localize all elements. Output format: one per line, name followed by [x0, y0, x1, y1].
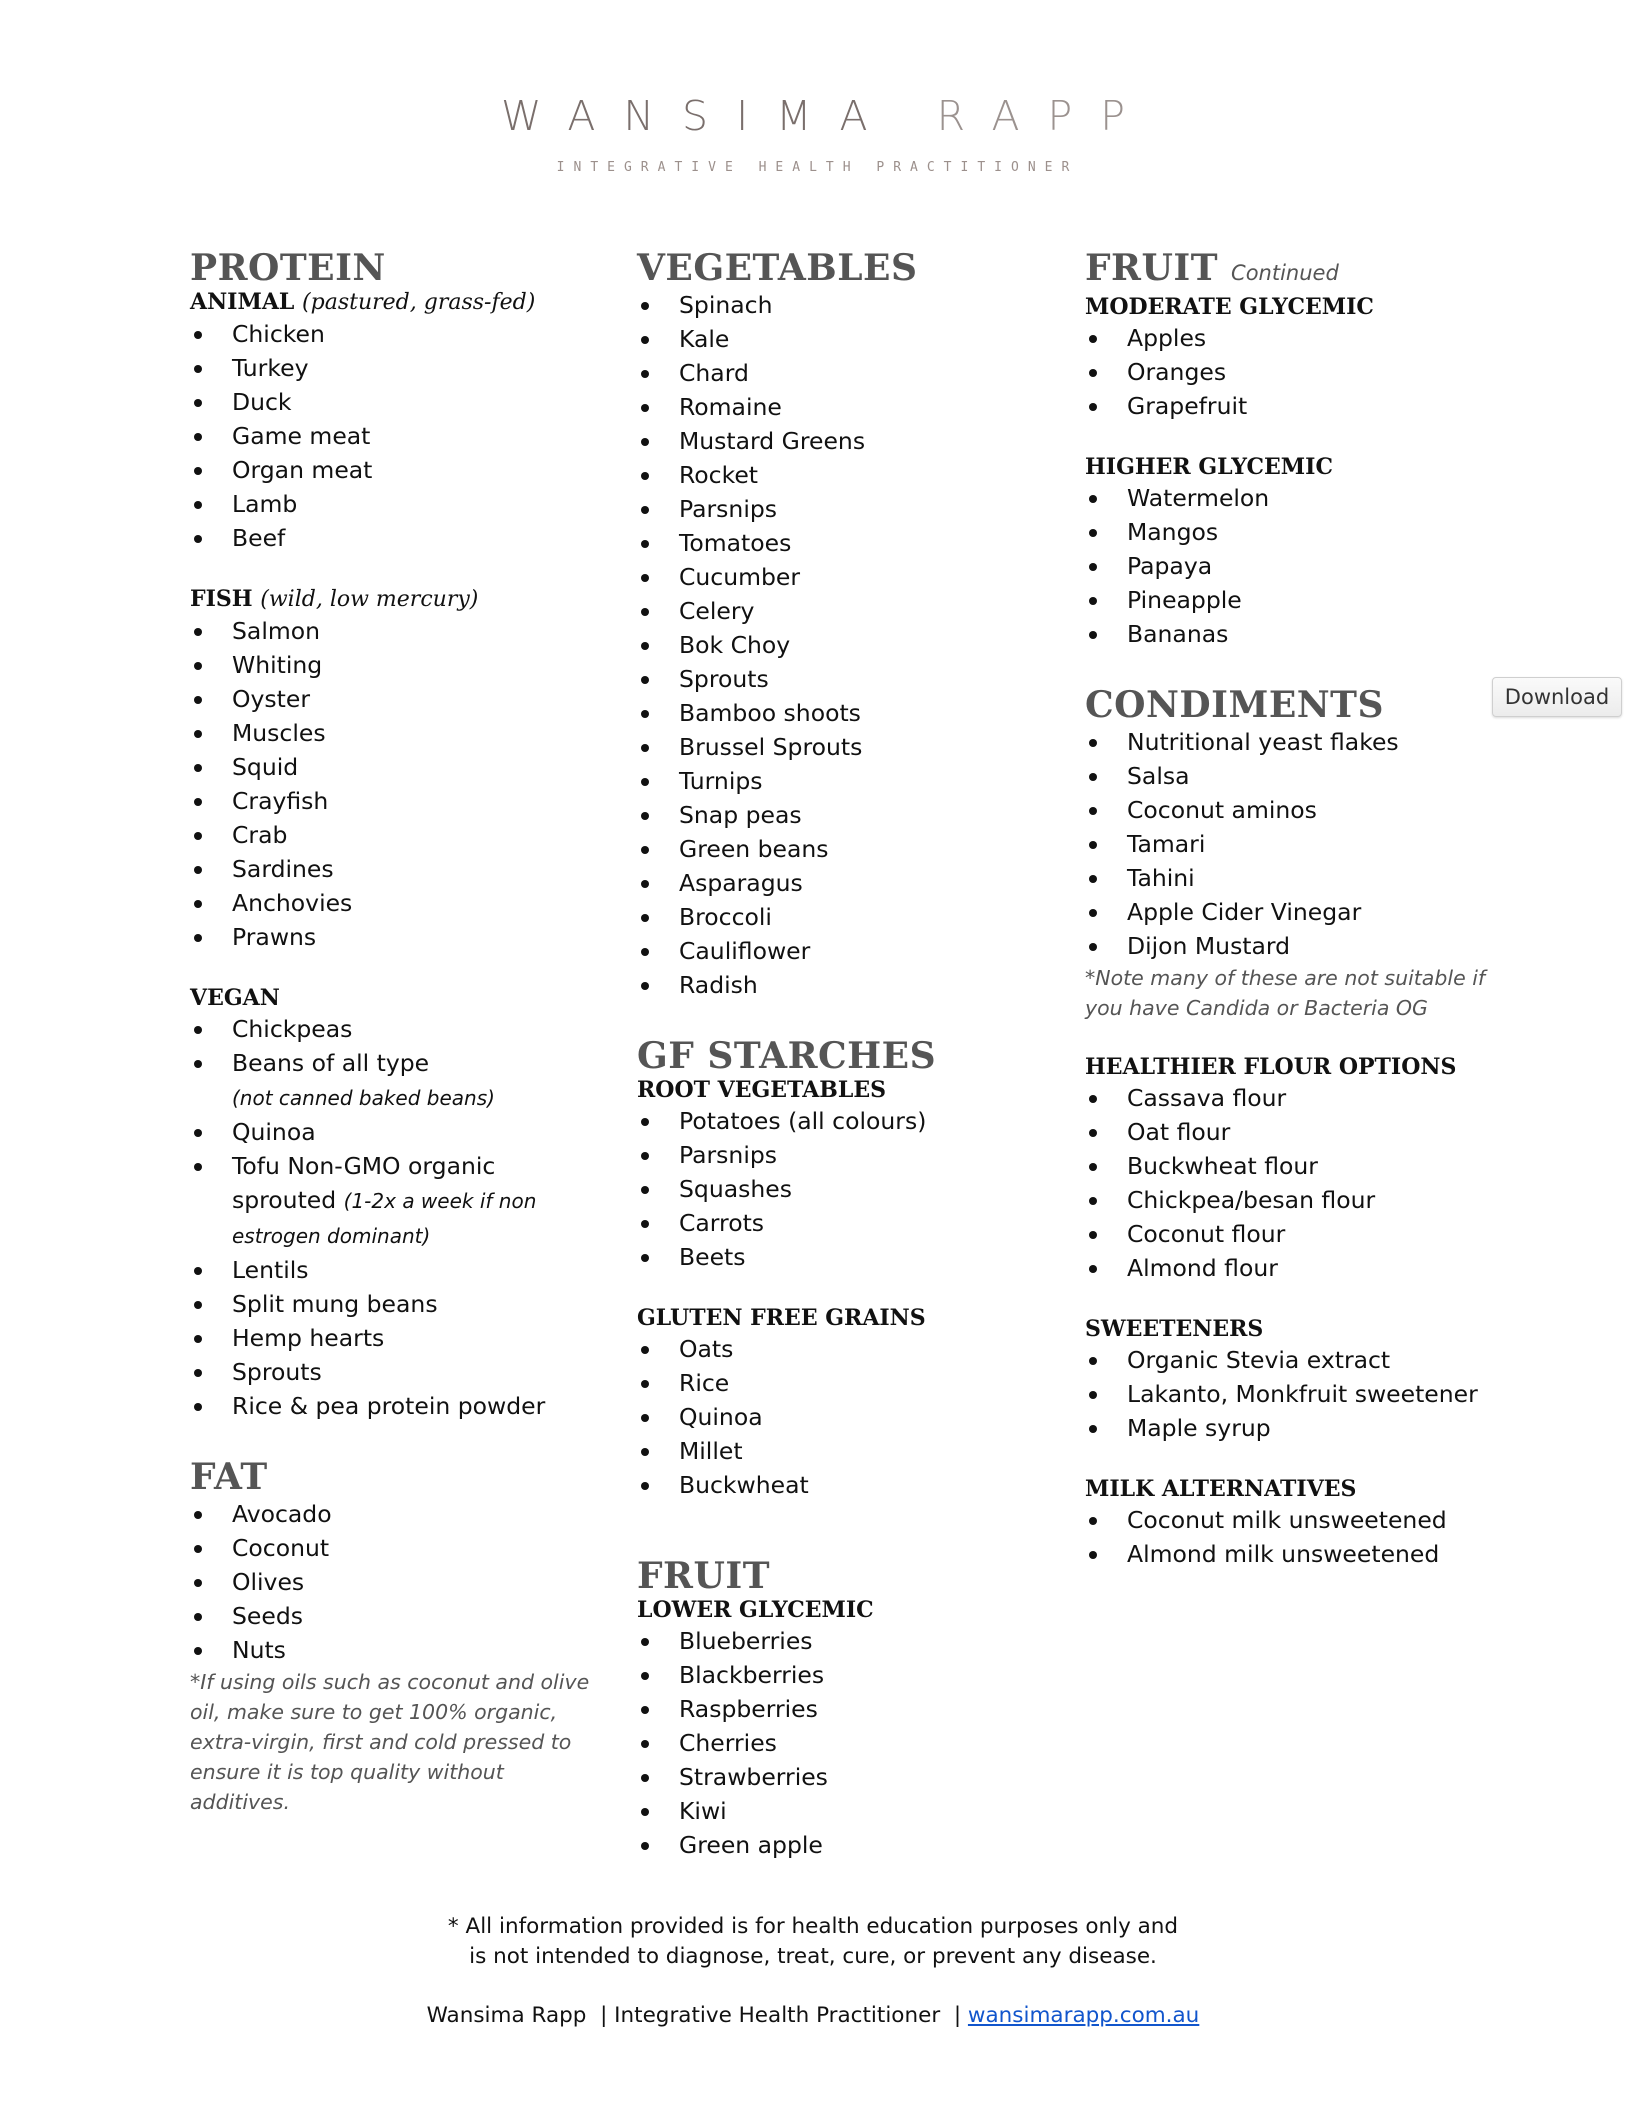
- subheading-animal: [190, 288, 600, 317]
- list-item: Prawns: [190, 920, 600, 954]
- subheading-root-vegetables: ROOT VEGETABLES: [637, 1077, 886, 1103]
- list-item: Squid: [190, 750, 600, 784]
- list-item: Rice & pea protein powder: [190, 1389, 600, 1423]
- list-item: Avocado: [190, 1497, 600, 1531]
- subheading-higher-glycemic: HIGHER GLYCEMIC: [1085, 454, 1333, 480]
- list-item: Almond milk unsweetened: [1085, 1537, 1505, 1571]
- list-lower-glycemic: [637, 1624, 1047, 1862]
- list-item: Squashes: [637, 1172, 1047, 1206]
- subheading-vegan: VEGAN: [190, 985, 280, 1011]
- list-item: Turkey: [190, 351, 600, 385]
- list-item: Sprouts: [637, 662, 1047, 696]
- column-protein-fat: [190, 248, 600, 1817]
- list-item: Beef: [190, 521, 600, 555]
- list-item: Coconut milk unsweetened: [1085, 1503, 1505, 1537]
- footer-text: Wansima Rapp | Integrative Health Practitioner |: [426, 2003, 962, 2028]
- list-item: Muscles: [190, 716, 600, 750]
- list-item: Raspberries: [637, 1692, 1047, 1726]
- list-item: Spinach: [637, 288, 1047, 322]
- subheading-moderate-glycemic: MODERATE GLYCEMIC: [1085, 294, 1374, 320]
- list-flour-options: [1085, 1081, 1505, 1285]
- list-item: Pineapple: [1085, 583, 1505, 617]
- brand-logo: [0, 92, 1626, 175]
- list-item: Radish: [637, 968, 1047, 1002]
- list-fat: [190, 1497, 600, 1667]
- list-sweeteners: [1085, 1343, 1505, 1445]
- list-fish: [190, 614, 600, 954]
- list-moderate-glycemic: [1085, 321, 1505, 423]
- list-item: Olives: [190, 1565, 600, 1599]
- list-item: [190, 1046, 600, 1115]
- list-item: Oranges: [1085, 355, 1505, 389]
- list-item: Lentils: [190, 1253, 600, 1287]
- subheading-lower-glycemic: LOWER GLYCEMIC: [637, 1597, 874, 1623]
- list-item: Crab: [190, 818, 600, 852]
- subheading-fish: [190, 585, 600, 614]
- list-item: Coconut aminos: [1085, 793, 1505, 827]
- subheading-milk-alternatives: MILK ALTERNATIVES: [1085, 1476, 1357, 1502]
- list-item: Salmon: [190, 614, 600, 648]
- column-fruit-condiments-other: [1085, 248, 1505, 1571]
- disclaimer-line-2: is not intended to diagnose, treat, cure, or prevent any disease.: [469, 1944, 1157, 1969]
- list-animal: [190, 317, 600, 555]
- list-item: Bamboo shoots: [637, 696, 1047, 730]
- list-item: Nutritional yeast flakes: [1085, 725, 1505, 759]
- list-item-note: (1-2x a week if non estrogen dominant): [232, 1189, 537, 1248]
- continued-label: Continued: [1231, 261, 1339, 285]
- list-item: Rice: [637, 1366, 1047, 1400]
- list-item: Dijon Mustard: [1085, 929, 1505, 963]
- list-item: Oyster: [190, 682, 600, 716]
- list-item: Oat flour: [1085, 1115, 1505, 1149]
- brand-name: [0, 92, 1626, 140]
- list-item: Strawberries: [637, 1760, 1047, 1794]
- list-vegan: [190, 1012, 600, 1423]
- column-vegetables-starches-fruit: [637, 248, 1047, 1862]
- list-item: Snap peas: [637, 798, 1047, 832]
- list-item: Coconut flour: [1085, 1217, 1505, 1251]
- list-item: Quinoa: [190, 1115, 600, 1149]
- subheading-animal-qualifier: (pastured, grass-fed): [302, 290, 536, 315]
- list-item-text: Beans of all type: [232, 1049, 430, 1077]
- list-item: [190, 1149, 600, 1253]
- list-item: Parsnips: [637, 492, 1047, 526]
- list-item: Carrots: [637, 1206, 1047, 1240]
- section-title-vegetables: VEGETABLES: [637, 247, 918, 289]
- subheading-gluten-free-grains: GLUTEN FREE GRAINS: [637, 1305, 926, 1331]
- list-item: Oats: [637, 1332, 1047, 1366]
- list-item: Coconut: [190, 1531, 600, 1565]
- list-item: Duck: [190, 385, 600, 419]
- list-item-note: (not canned baked beans): [232, 1086, 495, 1110]
- brand-last-name: RAPP: [936, 92, 1153, 140]
- list-item: Sprouts: [190, 1355, 600, 1389]
- section-title-fruit-label: FRUIT: [1085, 247, 1218, 289]
- list-item: Nuts: [190, 1633, 600, 1667]
- disclaimer: [0, 1912, 1626, 1972]
- list-item: Chicken: [190, 317, 600, 351]
- list-item: Celery: [637, 594, 1047, 628]
- list-item: Game meat: [190, 419, 600, 453]
- list-condiments: [1085, 725, 1505, 963]
- list-item-text: Tofu Non-GMO organic sprouted: [232, 1152, 496, 1214]
- list-item: Tomatoes: [637, 526, 1047, 560]
- list-item: Broccoli: [637, 900, 1047, 934]
- list-item: Cherries: [637, 1726, 1047, 1760]
- list-item: Millet: [637, 1434, 1047, 1468]
- list-item: Papaya: [1085, 549, 1505, 583]
- list-item: Turnips: [637, 764, 1047, 798]
- list-item: Organ meat: [190, 453, 600, 487]
- list-item: Tahini: [1085, 861, 1505, 895]
- list-item: Quinoa: [637, 1400, 1047, 1434]
- section-title-gf-starches: GF STARCHES: [637, 1035, 937, 1077]
- list-item: Grapefruit: [1085, 389, 1505, 423]
- subheading-flour-options: HEALTHIER FLOUR OPTIONS: [1085, 1054, 1457, 1080]
- list-item: Salsa: [1085, 759, 1505, 793]
- list-item: Buckwheat flour: [1085, 1149, 1505, 1183]
- section-title-condiments: CONDIMENTS: [1085, 684, 1384, 726]
- list-item: Split mung beans: [190, 1287, 600, 1321]
- condiments-note: *Note many of these are not suitable if you have Candida or Bacteria OG: [1085, 966, 1486, 1020]
- list-item: Mustard Greens: [637, 424, 1047, 458]
- list-item: Anchovies: [190, 886, 600, 920]
- section-title-fruit: FRUIT: [637, 1555, 770, 1597]
- list-item: Blackberries: [637, 1658, 1047, 1692]
- list-item: Hemp hearts: [190, 1321, 600, 1355]
- list-item: Chickpea/besan flour: [1085, 1183, 1505, 1217]
- fat-note: *If using oils such as coconut and olive oil, make sure to get 100% organic, extra-virgin, first and cold pressed to ensure it is top quality without additives.: [190, 1670, 590, 1814]
- list-item: Bok Choy: [637, 628, 1047, 662]
- list-item: Brussel Sprouts: [637, 730, 1047, 764]
- list-item: Beets: [637, 1240, 1047, 1274]
- list-item: Chickpeas: [190, 1012, 600, 1046]
- list-item: Bananas: [1085, 617, 1505, 651]
- subheading-fish-qualifier: (wild, low mercury): [260, 587, 479, 612]
- list-item: Crayfish: [190, 784, 600, 818]
- section-title-fruit-continued: [1085, 248, 1505, 293]
- list-item: Potatoes (all colours): [637, 1104, 1047, 1138]
- list-milk-alternatives: [1085, 1503, 1505, 1571]
- section-title-protein: PROTEIN: [190, 247, 386, 289]
- list-root-vegetables: [637, 1104, 1047, 1274]
- list-item: Green apple: [637, 1828, 1047, 1862]
- list-item: Sardines: [190, 852, 600, 886]
- list-item: Lakanto, Monkfruit sweetener: [1085, 1377, 1505, 1411]
- list-item: Almond flour: [1085, 1251, 1505, 1285]
- brand-first-name: WANSIMA: [501, 92, 896, 140]
- list-item: Rocket: [637, 458, 1047, 492]
- list-item: Parsnips: [637, 1138, 1047, 1172]
- list-item: Asparagus: [637, 866, 1047, 900]
- list-item: Apple Cider Vinegar: [1085, 895, 1505, 929]
- list-item: Mangos: [1085, 515, 1505, 549]
- disclaimer-line-1: * All information provided is for health education purposes only and: [447, 1914, 1179, 1939]
- list-item: Romaine: [637, 390, 1047, 424]
- list-gluten-free-grains: [637, 1332, 1047, 1502]
- list-item: Cauliflower: [637, 934, 1047, 968]
- list-item: Blueberries: [637, 1624, 1047, 1658]
- list-item: Tamari: [1085, 827, 1505, 861]
- list-higher-glycemic: [1085, 481, 1505, 651]
- list-item: Buckwheat: [637, 1468, 1047, 1502]
- list-item: Organic Stevia extract: [1085, 1343, 1505, 1377]
- download-button[interactable]: Download: [1492, 677, 1622, 717]
- list-item: Watermelon: [1085, 481, 1505, 515]
- list-item: Cassava flour: [1085, 1081, 1505, 1115]
- list-item: Chard: [637, 356, 1047, 390]
- list-item: Lamb: [190, 487, 600, 521]
- list-item: Kiwi: [637, 1794, 1047, 1828]
- list-item: Seeds: [190, 1599, 600, 1633]
- list-item: Maple syrup: [1085, 1411, 1505, 1445]
- list-vegetables: [637, 288, 1047, 1002]
- list-item: Green beans: [637, 832, 1047, 866]
- footer-line: [0, 2003, 1626, 2028]
- list-item: Kale: [637, 322, 1047, 356]
- list-item: Apples: [1085, 321, 1505, 355]
- section-title-fat: FAT: [190, 1456, 268, 1498]
- subheading-sweeteners: SWEETENERS: [1085, 1316, 1264, 1342]
- list-item: Whiting: [190, 648, 600, 682]
- list-item: Cucumber: [637, 560, 1047, 594]
- brand-tagline: INTEGRATIVE HEALTH PRACTITIONER: [556, 160, 1079, 175]
- website-link[interactable]: wansimarapp.com.au: [967, 2003, 1200, 2028]
- subheading-animal-label: ANIMAL: [190, 289, 295, 315]
- subheading-fish-label: FISH: [190, 586, 253, 612]
